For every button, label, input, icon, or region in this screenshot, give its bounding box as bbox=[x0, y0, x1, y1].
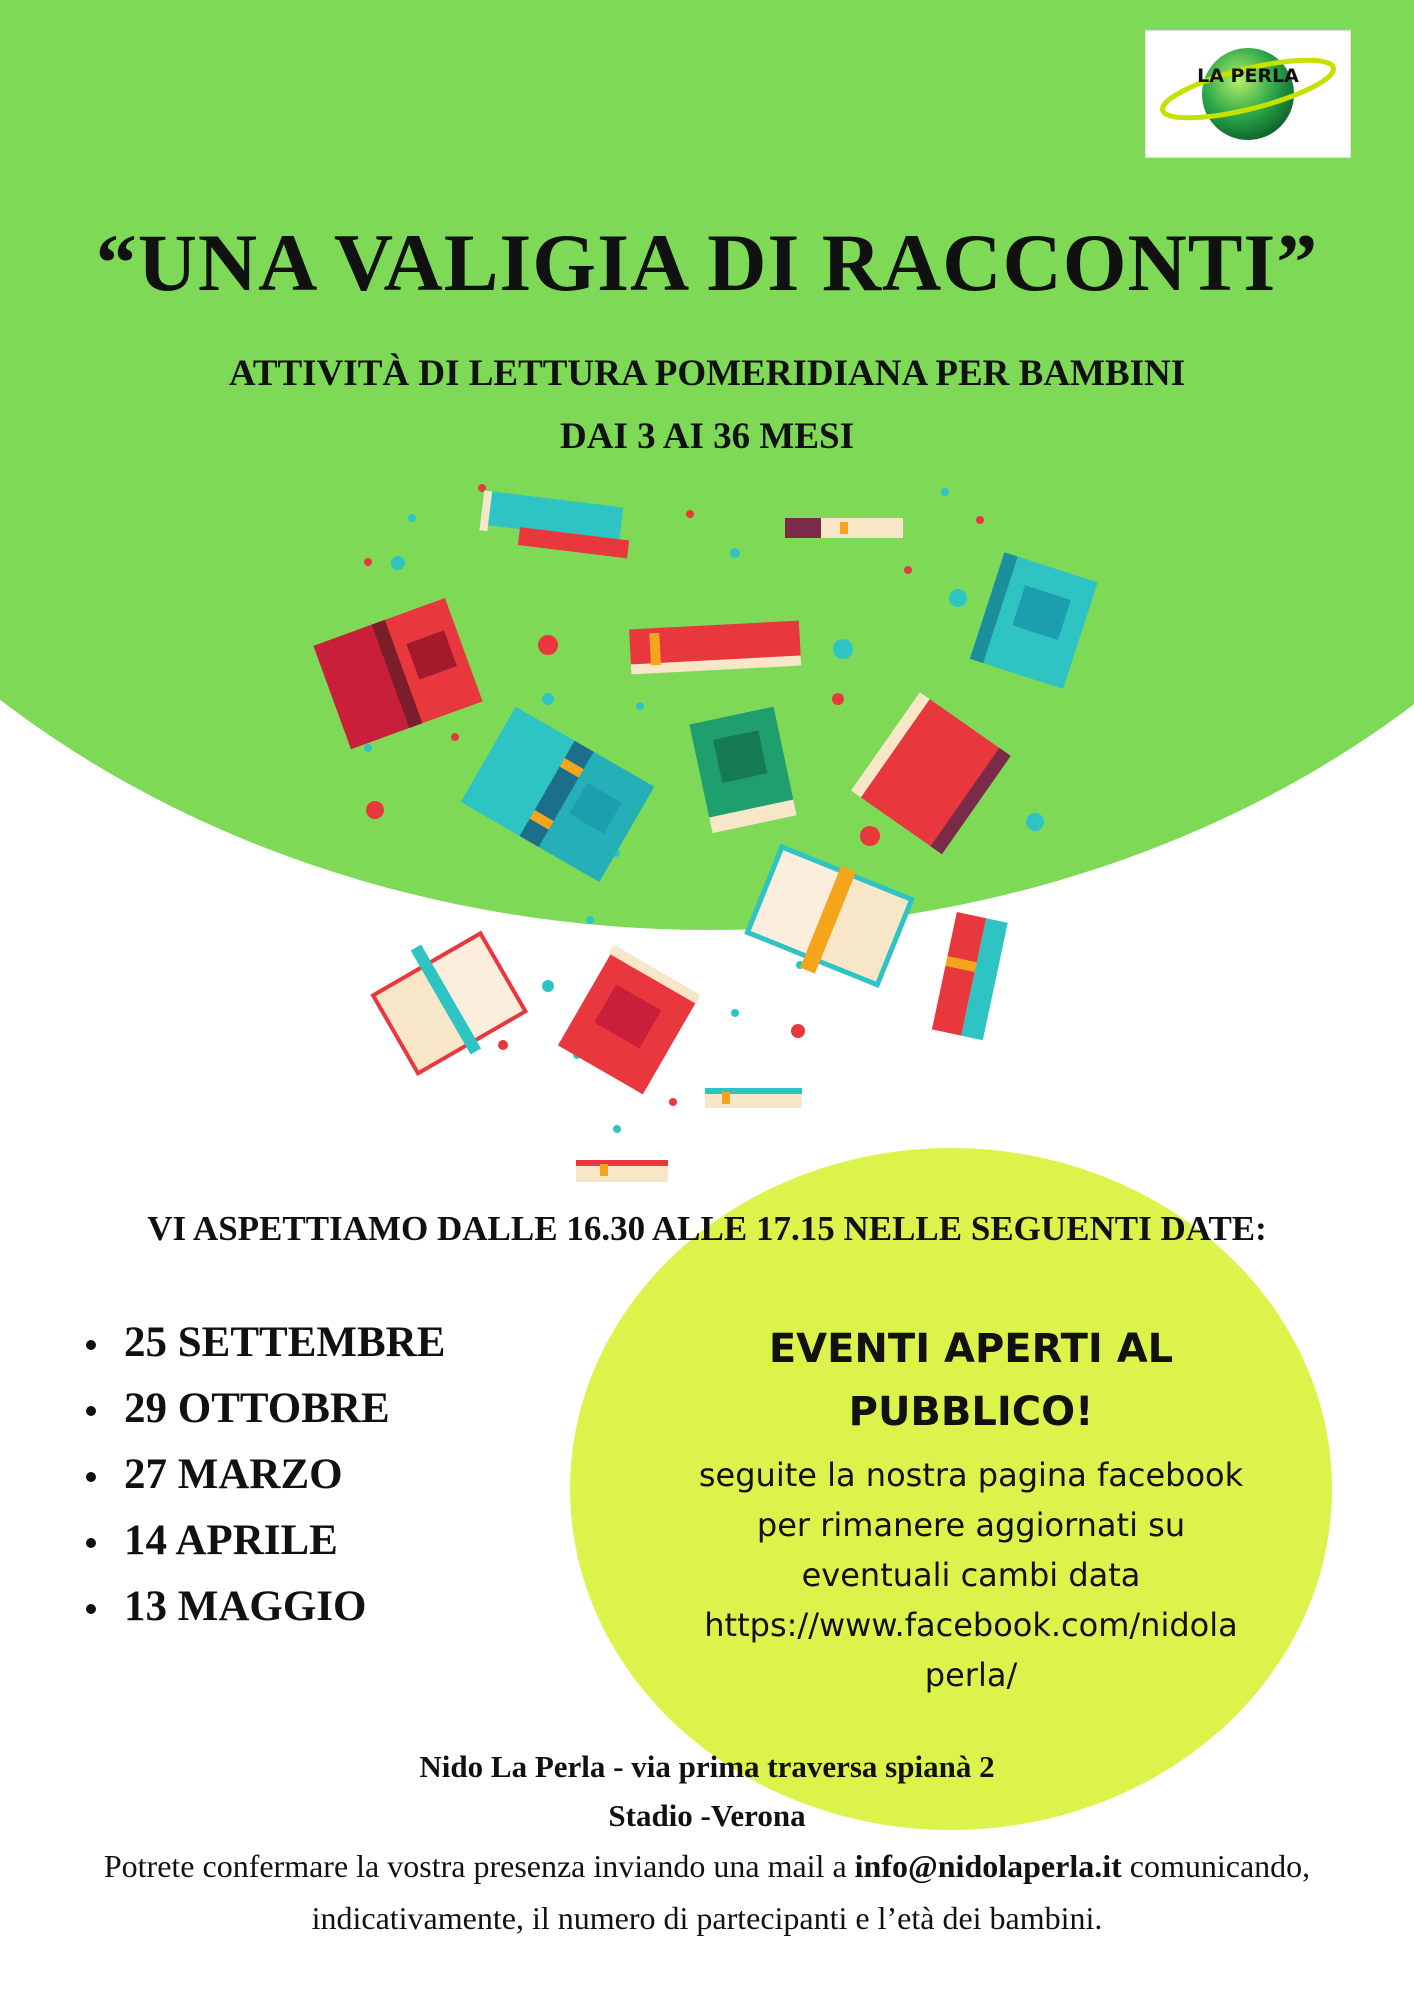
callout-body bbox=[645, 1450, 1297, 1600]
email-link[interactable]: info@nidolaperla.it bbox=[854, 1848, 1122, 1884]
callout-body-line3: eventuali cambi data bbox=[801, 1556, 1141, 1594]
subtitle-age-range: DAI 3 AI 36 MESI bbox=[560, 416, 854, 457]
address-city: Stadio -Verona bbox=[608, 1798, 806, 1833]
rsvp-line1 bbox=[0, 1840, 1414, 1892]
public-events-callout bbox=[645, 1318, 1297, 1700]
callout-body-line1: seguite la nostra pagina facebook bbox=[698, 1456, 1244, 1494]
schedule-intro: VI ASPETTIAMO DALLE 16.30 ALLE 17.15 NELLE SEGUENTI DATE: bbox=[147, 1209, 1267, 1248]
callout-heading-line1: EVENTI APERTI AL bbox=[768, 1326, 1174, 1372]
address-street: Nido La Perla - via prima traversa spianà 2 bbox=[419, 1749, 995, 1784]
facebook-link[interactable] bbox=[645, 1600, 1297, 1700]
rsvp-text-start: Potrete confermare la vostra presenza inviando una mail a bbox=[103, 1848, 855, 1884]
list-item: 27 MARZO bbox=[82, 1442, 445, 1508]
rsvp-text-end: comunicando, bbox=[1121, 1848, 1311, 1884]
dates-list bbox=[82, 1310, 445, 1640]
subtitle-activity: ATTIVITÀ DI LETTURA POMERIDIANA PER BAMBINI bbox=[228, 353, 1186, 394]
rsvp-note bbox=[0, 1840, 1414, 1944]
flying-books-icon bbox=[0, 470, 1414, 1200]
list-item: 25 SETTEMBRE bbox=[82, 1310, 445, 1376]
facebook-link-line2[interactable]: perla/ bbox=[924, 1656, 1018, 1694]
callout-heading-line2: PUBBLICO! bbox=[848, 1389, 1094, 1435]
rsvp-line2: indicativamente, il numero di partecipanti e l’età dei bambini. bbox=[311, 1900, 1103, 1936]
list-item: 14 APRILE bbox=[82, 1508, 445, 1574]
la-perla-logo bbox=[1145, 30, 1351, 158]
facebook-link-line1[interactable]: https://www.facebook.com/nidola bbox=[704, 1606, 1238, 1644]
list-item: 13 MAGGIO bbox=[82, 1574, 445, 1640]
list-item: 29 OTTOBRE bbox=[82, 1376, 445, 1442]
callout-body-line2: per rimanere aggiornati su bbox=[756, 1506, 1186, 1544]
page-title: “UNA VALIGIA DI RACCONTI” bbox=[95, 217, 1319, 308]
logo-text: LA PERLA bbox=[1197, 65, 1299, 87]
